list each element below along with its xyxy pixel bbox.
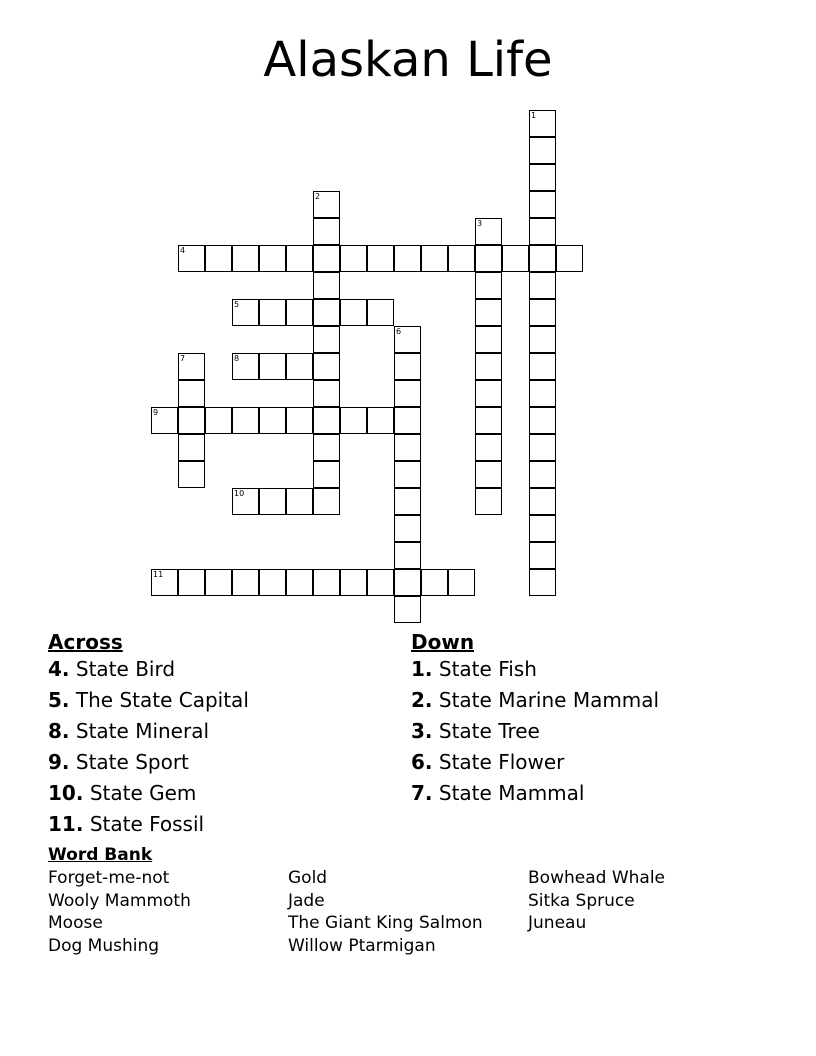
word-bank-item: Jade bbox=[288, 891, 325, 911]
word-bank-item: Forget-me-not bbox=[48, 868, 170, 888]
down-clue-1: 1. State Fish bbox=[411, 657, 537, 681]
grid-cell[interactable] bbox=[529, 353, 556, 380]
grid-cell[interactable] bbox=[178, 569, 205, 596]
grid-cell[interactable] bbox=[394, 515, 421, 542]
grid-cell[interactable] bbox=[529, 272, 556, 299]
grid-cell[interactable] bbox=[232, 569, 259, 596]
grid-cell[interactable] bbox=[475, 353, 502, 380]
grid-cell[interactable] bbox=[421, 245, 448, 272]
grid-cell[interactable] bbox=[529, 218, 556, 245]
across-clue-10: 10. State Gem bbox=[48, 781, 197, 805]
grid-cell[interactable] bbox=[178, 380, 205, 407]
grid-cell[interactable] bbox=[529, 542, 556, 569]
grid-cell[interactable] bbox=[151, 407, 178, 434]
word-bank-item: Juneau bbox=[528, 913, 587, 933]
grid-cell[interactable] bbox=[475, 461, 502, 488]
across-clue-8: 8. State Mineral bbox=[48, 719, 210, 743]
grid-cell[interactable] bbox=[313, 272, 340, 299]
cell-number: 2 bbox=[315, 192, 321, 201]
grid-cell[interactable] bbox=[205, 245, 232, 272]
grid-cell[interactable] bbox=[286, 353, 313, 380]
grid-cell[interactable] bbox=[178, 353, 205, 380]
grid-cell[interactable] bbox=[313, 218, 340, 245]
grid-cell[interactable] bbox=[529, 569, 556, 596]
grid-cell[interactable] bbox=[556, 245, 583, 272]
grid-cell[interactable] bbox=[286, 488, 313, 515]
page-title: Alaskan Life bbox=[263, 32, 553, 88]
word-bank-item: Gold bbox=[288, 868, 328, 888]
cell-number: 10 bbox=[234, 489, 245, 498]
across-clue-4: 4. State Bird bbox=[48, 657, 176, 681]
grid-cell[interactable] bbox=[529, 326, 556, 353]
across-clue-9: 9. State Sport bbox=[48, 750, 189, 774]
grid-cell[interactable] bbox=[529, 110, 556, 137]
grid-cell[interactable] bbox=[394, 380, 421, 407]
grid-cell[interactable] bbox=[178, 407, 205, 434]
grid-cell[interactable] bbox=[529, 488, 556, 515]
grid-cell[interactable] bbox=[313, 488, 340, 515]
grid-cell[interactable] bbox=[178, 461, 205, 488]
grid-cell[interactable] bbox=[313, 380, 340, 407]
grid-cell[interactable] bbox=[286, 299, 313, 326]
grid-cell[interactable] bbox=[286, 245, 313, 272]
grid-cell[interactable] bbox=[475, 326, 502, 353]
word-bank-heading: Word Bank bbox=[48, 845, 153, 865]
grid-cell[interactable] bbox=[313, 461, 340, 488]
grid-cell[interactable] bbox=[448, 245, 475, 272]
grid-cell[interactable] bbox=[205, 407, 232, 434]
grid-cell[interactable] bbox=[529, 461, 556, 488]
across-clue-5: 5. The State Capital bbox=[48, 688, 249, 712]
grid-cell[interactable] bbox=[313, 245, 340, 272]
grid-cell[interactable] bbox=[205, 569, 232, 596]
grid-cell[interactable] bbox=[394, 488, 421, 515]
grid-cell[interactable] bbox=[367, 245, 394, 272]
across-clue-11: 11. State Fossil bbox=[48, 812, 205, 836]
grid-cell[interactable] bbox=[259, 299, 286, 326]
grid-cell[interactable] bbox=[232, 299, 259, 326]
grid-cell[interactable] bbox=[367, 569, 394, 596]
cell-number: 9 bbox=[153, 408, 159, 417]
grid-cell[interactable] bbox=[232, 407, 259, 434]
grid-cell[interactable] bbox=[340, 569, 367, 596]
grid-cell[interactable] bbox=[259, 353, 286, 380]
grid-cell[interactable] bbox=[529, 515, 556, 542]
cell-number: 8 bbox=[234, 354, 240, 363]
grid-cell[interactable] bbox=[529, 245, 556, 272]
cell-number: 6 bbox=[396, 327, 402, 336]
grid-cell[interactable] bbox=[448, 569, 475, 596]
grid-cell[interactable] bbox=[475, 272, 502, 299]
grid-cell[interactable] bbox=[475, 218, 502, 245]
grid-cell[interactable] bbox=[394, 245, 421, 272]
word-bank-item: Sitka Spruce bbox=[528, 891, 635, 911]
grid-cell[interactable] bbox=[475, 407, 502, 434]
grid-cell[interactable] bbox=[394, 569, 421, 596]
grid-cell[interactable] bbox=[232, 353, 259, 380]
grid-cell[interactable] bbox=[313, 407, 340, 434]
word-bank-item: Bowhead Whale bbox=[528, 868, 665, 888]
grid-cell[interactable] bbox=[151, 569, 178, 596]
grid-cell[interactable] bbox=[529, 434, 556, 461]
word-bank-item: The Giant King Salmon bbox=[288, 913, 483, 933]
grid-cell[interactable] bbox=[313, 434, 340, 461]
grid-cell[interactable] bbox=[475, 299, 502, 326]
grid-cell[interactable] bbox=[394, 542, 421, 569]
grid-cell[interactable] bbox=[286, 569, 313, 596]
grid-cell[interactable] bbox=[421, 569, 448, 596]
grid-cell[interactable] bbox=[340, 407, 367, 434]
grid-cell[interactable] bbox=[529, 407, 556, 434]
grid-cell[interactable] bbox=[313, 569, 340, 596]
down-clue-2: 2. State Marine Mammal bbox=[411, 688, 660, 712]
word-bank-item: Dog Mushing bbox=[48, 936, 160, 956]
grid-cell[interactable] bbox=[475, 434, 502, 461]
grid-cell[interactable] bbox=[259, 245, 286, 272]
grid-cell[interactable] bbox=[367, 407, 394, 434]
down-heading: Down bbox=[411, 630, 475, 654]
grid-cell[interactable] bbox=[475, 488, 502, 515]
cell-number: 3 bbox=[477, 219, 483, 228]
grid-cell[interactable] bbox=[340, 299, 367, 326]
grid-cell[interactable] bbox=[394, 353, 421, 380]
grid-cell[interactable] bbox=[367, 299, 394, 326]
grid-cell[interactable] bbox=[313, 299, 340, 326]
grid-cell[interactable] bbox=[475, 245, 502, 272]
grid-cell[interactable] bbox=[529, 380, 556, 407]
grid-cell[interactable] bbox=[529, 299, 556, 326]
grid-cell[interactable] bbox=[502, 245, 529, 272]
grid-cell[interactable] bbox=[178, 245, 205, 272]
grid-cell[interactable] bbox=[232, 245, 259, 272]
grid-cell[interactable] bbox=[529, 191, 556, 218]
cell-number: 11 bbox=[153, 570, 164, 579]
grid-cell[interactable] bbox=[259, 569, 286, 596]
down-clue-7: 7. State Mammal bbox=[411, 781, 585, 805]
grid-cell[interactable] bbox=[394, 326, 421, 353]
grid-cell[interactable] bbox=[313, 191, 340, 218]
word-bank-item: Wooly Mammoth bbox=[48, 891, 191, 911]
grid-cell[interactable] bbox=[475, 380, 502, 407]
down-clue-3: 3. State Tree bbox=[411, 719, 540, 743]
grid-cell[interactable] bbox=[394, 596, 421, 623]
grid-cell[interactable] bbox=[394, 461, 421, 488]
down-clue-6: 6. State Flower bbox=[411, 750, 565, 774]
grid-cell[interactable] bbox=[232, 488, 259, 515]
cell-number: 7 bbox=[180, 354, 186, 363]
grid-cell[interactable] bbox=[340, 245, 367, 272]
cell-number: 5 bbox=[234, 300, 240, 309]
cell-number: 4 bbox=[180, 246, 186, 255]
grid-cell[interactable] bbox=[286, 407, 313, 434]
word-bank-item: Moose bbox=[48, 913, 103, 933]
grid-cell[interactable] bbox=[313, 326, 340, 353]
grid-cell[interactable] bbox=[394, 434, 421, 461]
grid-cell[interactable] bbox=[313, 353, 340, 380]
word-bank-item: Willow Ptarmigan bbox=[288, 936, 436, 956]
cell-number: 1 bbox=[531, 111, 537, 120]
across-heading: Across bbox=[48, 630, 123, 654]
grid-cell[interactable] bbox=[259, 488, 286, 515]
grid-cell[interactable] bbox=[529, 137, 556, 164]
grid-cell[interactable] bbox=[394, 407, 421, 434]
grid-cell[interactable] bbox=[529, 164, 556, 191]
grid-cell[interactable] bbox=[178, 434, 205, 461]
grid-cell[interactable] bbox=[259, 407, 286, 434]
